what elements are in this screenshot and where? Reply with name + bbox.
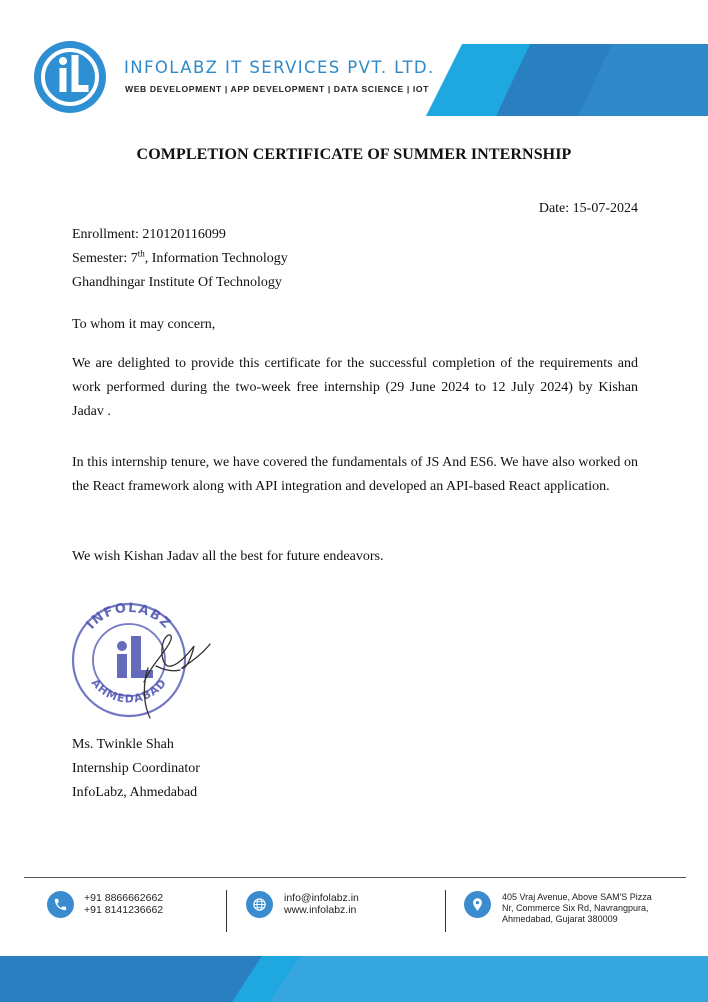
paragraph-completion: We are delighted to provide this certificate for the successful completion of the requirements and work performed during the two-week free internship (29 June 2024 to 12 July 2024) by Kishan Jadav .	[72, 356, 638, 419]
svg-text:AHMEDABAD	[89, 676, 170, 705]
signatory-org: InfoLabz, Ahmedabad	[72, 785, 198, 800]
footer-website[interactable]: www.infolabz.in	[284, 904, 357, 916]
globe-icon	[246, 891, 273, 918]
student-details	[72, 223, 288, 295]
address-line-1: 405 Vraj Avenue, Above SAM'S Pizza	[502, 892, 652, 902]
footer-decorative-band	[0, 956, 708, 1002]
paragraph-coverage: In this internship tenure, we have covered the fundamentals of JS And ES6. We have also worked on the React framework along with API integration and developed an API-based React application.	[72, 455, 638, 494]
footer-phones	[84, 892, 163, 916]
phone-2: +91 8141236662	[84, 904, 164, 916]
seal-top-text: INFOLABZ	[83, 600, 175, 633]
location-pin-icon	[464, 891, 491, 918]
certificate-title: COMPLETION CERTIFICATE OF SUMMER INTERNSHIP	[136, 146, 572, 163]
signatory-name: Ms. Twinkle Shah	[72, 737, 174, 752]
address-line-3: Ahmedabad, Gujarat 380009	[502, 914, 618, 924]
salutation: To whom it may concern,	[72, 317, 216, 332]
company-tagline: WEB DEVELOPMENT | APP DEVELOPMENT | DATA SCIENCE | IOT	[125, 84, 429, 94]
footer-email[interactable]: info@infolabz.in	[284, 892, 359, 904]
company-seal	[64, 594, 214, 724]
footer-divider	[24, 877, 686, 878]
signatory-role: Internship Coordinator	[72, 761, 200, 776]
signature-stroke	[144, 635, 210, 718]
institute-line: Ghandhingar Institute Of Technology	[72, 275, 282, 290]
svg-text:INFOLABZ	[84, 601, 175, 633]
paragraph-wishes: We wish Kishan Jadav all the best for future endeavors.	[72, 549, 384, 564]
semester-superscript: th	[137, 248, 145, 259]
semester-suffix: , Information Technology	[144, 251, 288, 266]
certificate-date: Date: 15-07-2024	[538, 201, 638, 216]
semester-line	[72, 247, 288, 271]
company-name: INFOLABZ IT SERVICES PVT. LTD.	[124, 58, 435, 77]
footer-address	[502, 892, 652, 925]
enrollment-line: Enrollment: 210120116099	[72, 227, 226, 242]
signatory-block	[72, 733, 200, 805]
seal-bottom-text: AHMEDABAD	[88, 676, 170, 706]
company-logo	[34, 41, 106, 113]
semester-prefix: Semester: 7	[72, 251, 138, 266]
footer-web	[284, 892, 359, 916]
phone-1: +91 8866662662	[84, 892, 164, 904]
footer-separator	[226, 890, 227, 932]
phone-icon	[47, 891, 74, 918]
address-line-2: Nr, Commerce Six Rd, Navrangpura,	[502, 903, 649, 913]
footer-separator	[445, 890, 446, 932]
